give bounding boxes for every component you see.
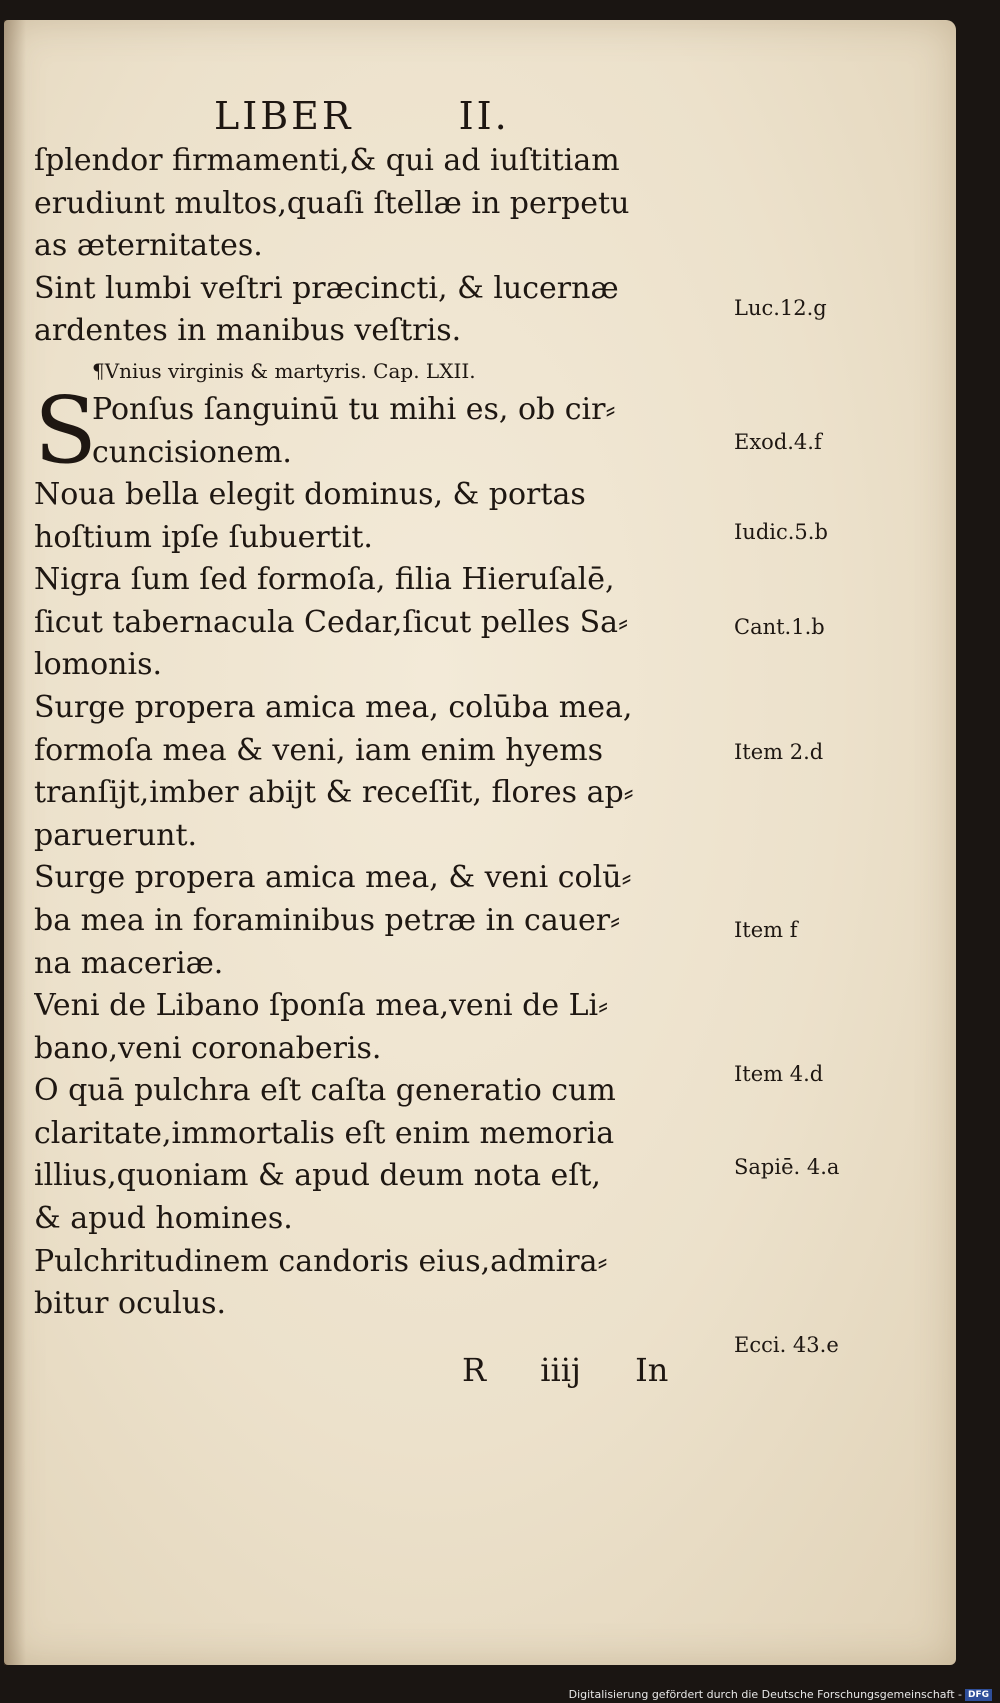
text-column — [34, 92, 724, 1394]
text-line: ſicut tabernacula Cedar,ſicut pelles Sa⸗ — [34, 604, 629, 640]
margin-reference: Exod.4.f — [734, 430, 822, 454]
text-line: Ponſus ſanguinū tu mihi es, ob cir⸗ — [92, 391, 616, 427]
text-line: & apud homines. — [34, 1201, 293, 1237]
text-line: erudiunt multos,quaſi ſtellæ in perpetu — [34, 185, 630, 221]
text-line: paruerunt. — [34, 817, 198, 853]
page-gutter-shadow — [4, 20, 26, 1665]
margin-reference: Ecci. 43.e — [734, 1333, 839, 1357]
text-line: formoſa mea & veni, iam enim hyems — [34, 732, 604, 768]
text-line: Nigra ſum ſed formoſa, filia Hieruſalē, — [34, 562, 615, 598]
margin-reference: Iudic.5.b — [734, 520, 828, 544]
text-line: Sint lumbi veſtri præcincti, & lucernæ — [34, 270, 619, 306]
text-line: ardentes in manibus veſtris. — [34, 313, 462, 349]
margin-reference: Sapiē. 4.a — [734, 1155, 840, 1179]
section-heading: ¶Vnius virginis & martyris. Cap. LXII. — [92, 358, 476, 383]
margin-reference: Item f — [734, 918, 798, 942]
margin-reference: Luc.12.g — [734, 296, 827, 320]
text-line: Surge propera amica mea, colūba mea, — [34, 689, 633, 725]
credit-text: Digitalisierung gefördert durch die Deutsche Forschungsgemeinschaft - — [568, 1688, 962, 1701]
text-line: bano,veni coronaberis. — [34, 1030, 382, 1066]
signature-mark: R iiij In — [462, 1350, 669, 1389]
running-head: LIBER II. — [214, 94, 510, 138]
text-line: tranſijt,imber abijt & receſſit, flores ap⸗ — [34, 775, 634, 811]
text-line: Veni de Libano ſponſa mea,veni de Li⸗ — [34, 988, 609, 1024]
text-line: ba mea in foraminibus petræ in cauer⸗ — [34, 902, 621, 938]
margin-reference: Cant.1.b — [734, 615, 825, 639]
text-line: Noua bella elegit dominus, & portas — [34, 476, 586, 512]
text-line: na maceriæ. — [34, 945, 224, 981]
text-line: illius,quoniam & apud deum nota eſt, — [34, 1158, 601, 1194]
text-line: Surge propera amica mea, & veni colū⸗ — [34, 860, 632, 896]
margin-reference: Item 2.d — [734, 740, 824, 764]
text-line: lomonis. — [34, 647, 163, 683]
text-line: bitur oculus. — [34, 1286, 227, 1322]
dfg-logo: DFG — [965, 1689, 992, 1701]
initial-paragraph — [34, 376, 724, 484]
margin-reference: Item 4.d — [734, 1062, 824, 1086]
text-line: cuncisionem. — [92, 434, 292, 470]
digitization-credit — [569, 1688, 992, 1701]
text-line: Pulchritudinem candoris eius,admira⸗ — [34, 1243, 608, 1279]
drop-cap-initial: S — [34, 376, 98, 484]
text-line: as æternitates. — [34, 228, 263, 264]
text-line: ſplendor firmamenti,& qui ad iuſtitiam — [34, 143, 620, 178]
text-line: claritate,immortalis eſt enim memoria — [34, 1115, 615, 1151]
text-line: O quā pulchra eſt caſta generatio cum — [34, 1073, 616, 1109]
text-line: hoſtium ipſe ſubuertit. — [34, 519, 373, 555]
